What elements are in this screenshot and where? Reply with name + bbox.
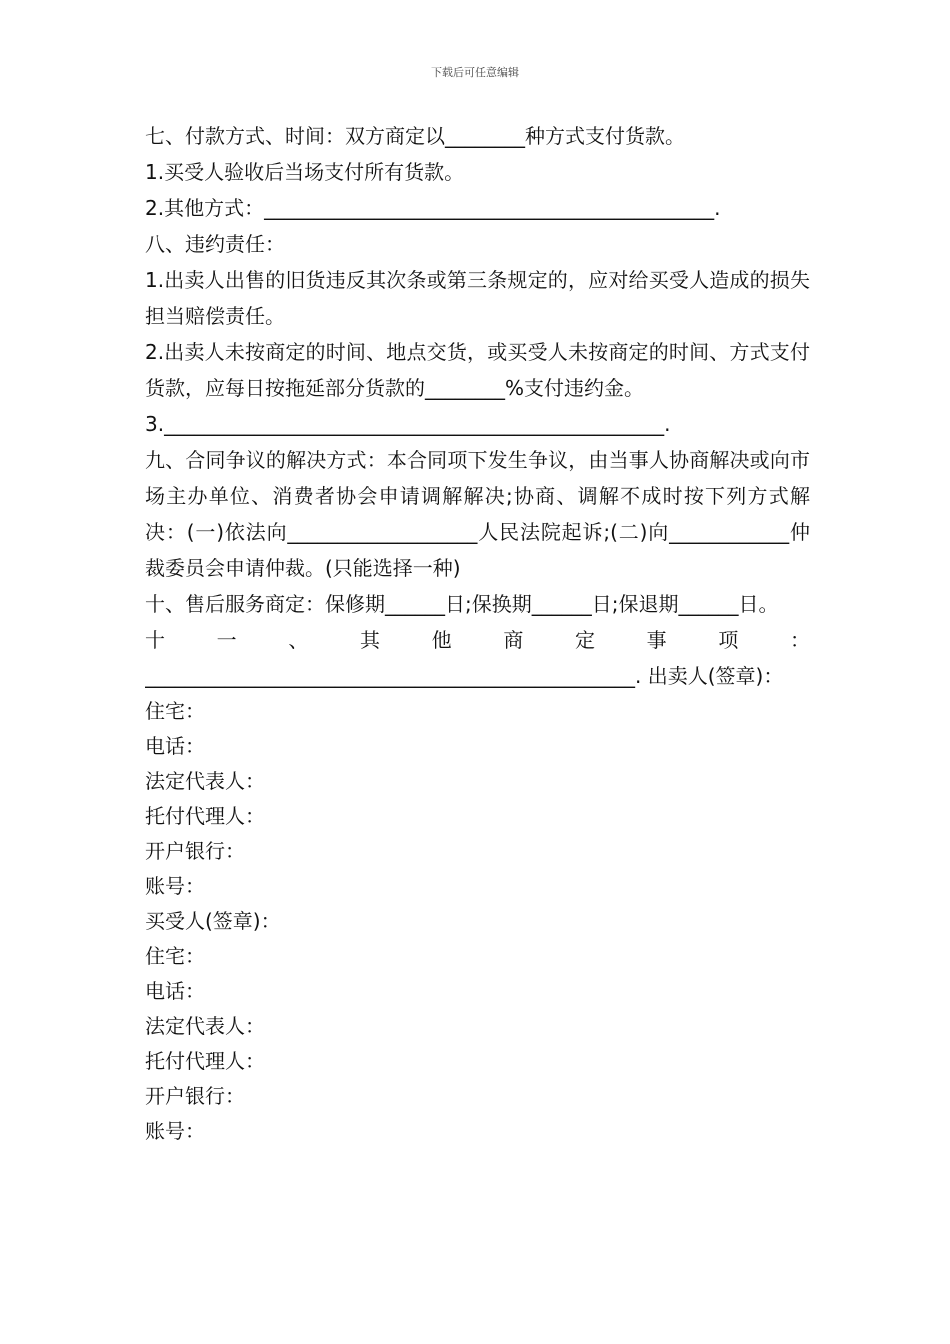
seller-legal-rep-label: 法定代表人： [145, 769, 265, 793]
contract-body [145, 118, 810, 1149]
clause-9-dispute: 九、合同争议的解决方式：本合同项下发生争议，由当事人协商解决或向市场主办单位、消费者协会申请调解解决;协商、调解不成时按下列方式解决：(一)依法向___________________人民法院起诉;(二)向____________仲裁委员会申请仲裁。(只能选择一种) [145, 448, 810, 580]
buyer-account-label: 账号： [145, 1119, 205, 1143]
clause-8-title: 八、违约责任： [145, 232, 285, 256]
buyer-info [145, 904, 810, 1149]
buyer-address-label: 住宅： [145, 944, 205, 968]
clause-8-item-1: 1.出卖人出售的旧货违反其次条或第三条规定的，应对给买受人造成的损失担当赔偿责任。 [145, 268, 810, 328]
seller-info [145, 694, 810, 904]
buyer-legal-rep-label: 法定代表人： [145, 1014, 265, 1038]
buyer-bank-label: 开户银行： [145, 1084, 245, 1108]
buyer-agent-label: 托付代理人： [145, 1049, 265, 1073]
seller-phone-label: 电话： [145, 734, 205, 758]
clause-8-item-2: 2.出卖人未按商定的时间、地点交货，或买受人未按商定的时间、方式支付货款，应每日按拖延部分货款的________%支付违约金。 [145, 340, 810, 400]
seller-agent-label: 托付代理人： [145, 804, 265, 828]
buyer-title: 买受人(签章)： [145, 909, 281, 933]
clause-7-item-2: 2.其他方式：_____________________________________________. [145, 196, 721, 220]
clause-10-after-sales: 十、售后服务商定：保修期______日;保换期______日;保退期______日。 [145, 592, 779, 616]
clause-7-payment: 七、付款方式、时间：双方商定以________种方式支付货款。 [145, 124, 685, 148]
seller-address-label: 住宅： [145, 699, 205, 723]
clause-11-other: 十一、其他商定事项：_________________________________________________. 出卖人(签章)： [145, 628, 810, 688]
seller-bank-label: 开户银行： [145, 839, 245, 863]
clause-8-item-3: 3.__________________________________________________. [145, 412, 671, 436]
clause-7-item-1: 1.买受人验收后当场支付所有货款。 [145, 160, 465, 184]
buyer-phone-label: 电话： [145, 979, 205, 1003]
seller-account-label: 账号： [145, 874, 205, 898]
page-header: 下载后可任意编辑 [431, 66, 519, 79]
